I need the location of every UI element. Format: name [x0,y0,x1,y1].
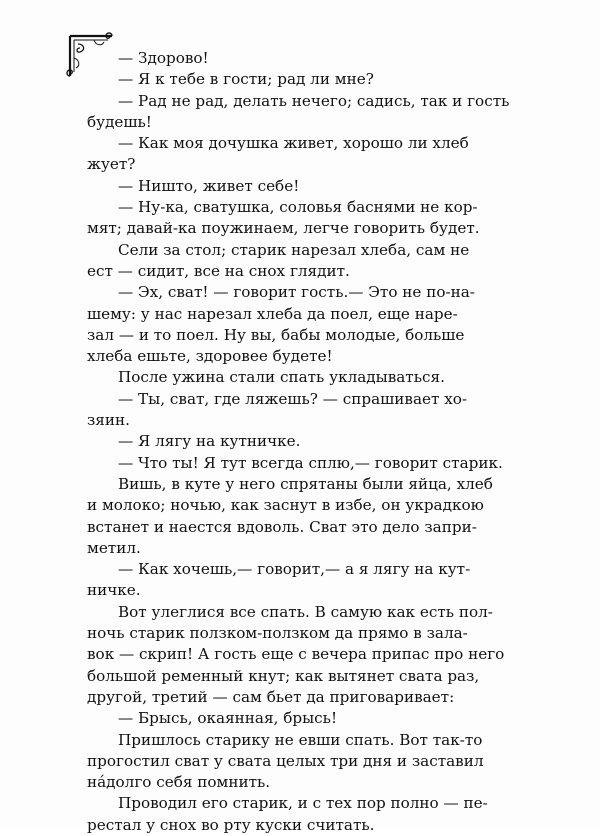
text-line: — Здорово! [118,49,209,67]
text-line: хлеба ешьте, здоровее будете! [87,347,333,366]
text-line: вок — скрип! А гость еще с вечера припас про него [87,645,505,664]
text-line: После ужина стали спать укладываться. [118,368,445,387]
text-line: прогостил сват у свата целых три дня и заставил [87,751,484,770]
text-line: Проводил его старик, и с тех пор полно — пе- [118,794,488,813]
text-line: встанет и наестся вдоволь. Сват это дело запри- [87,517,477,536]
text-line: — Что ты! Я тут всегда сплю,— говорит старик. [118,453,503,472]
text-line: ест — сидит, все на снох глядит. [87,261,350,280]
story-text [87,48,518,836]
text-line: Сели за стол; старик нарезал хлеба, сам не [118,240,470,259]
text-line: мят; давай-ка поужинаем, легче говорить будет. [87,219,480,238]
text-line: рестал у снох во рту куски считать. [87,815,375,834]
text-line: — Брысь, окаянная, брысь! [118,709,338,728]
corner-ornament-icon [64,30,116,82]
text-line: и молоко; ночью, как заснут в избе, он украдкою [87,496,484,515]
text-line: шему: у нас нарезал хлеба да поел, еще наре- [87,304,458,323]
text-line: — Я к тебе в гости; рад ли мне? [118,70,374,89]
text-line: другой, третий — сам бьет да приговаривает: [87,687,455,706]
text-line: метил. [87,538,141,557]
text-line: Вишь, в куте у него спрятаны были яйца, хлеб [118,474,493,493]
text-line: ничке. [87,581,141,600]
text-line: Вот улеглися все спать. В самую как есть пол- [118,602,493,621]
text-line: — Ты, сват, где ляжешь? — спрашивает хо- [118,389,468,408]
text-line: жует? [87,155,136,174]
text-line: — Я лягу на кутничке. [118,432,301,451]
text-line: большой ременный кнут; как вытянет свата раз, [87,666,480,685]
text-line: — Как хочешь,— говорит,— а я лягу на кут- [118,560,471,579]
text-line: Пришлось старику не евши спать. Вот так-то [118,730,483,749]
text-line: зал — и то поел. Ну вы, бабы молодые, больше [87,325,465,344]
text-line: зяин. [87,411,130,430]
text-line: — Ништо, живет себе! [118,176,300,195]
text-line: нáдолго себя помнить. [87,773,271,792]
text-line: — Как моя дочушка живет, хорошо ли хлеб [118,134,469,153]
text-line: — Рад не рад, делать нечего; садись, так и гость [118,91,510,110]
text-line: ночь старик ползком-ползком да прямо в зала- [87,624,468,643]
text-line: — Ну-ка, сватушка, соловья баснями не кор- [118,198,478,217]
text-line: — Эх, сват! — говорит гость.— Это не по-на- [118,283,475,302]
text-line: будешь! [87,112,152,131]
